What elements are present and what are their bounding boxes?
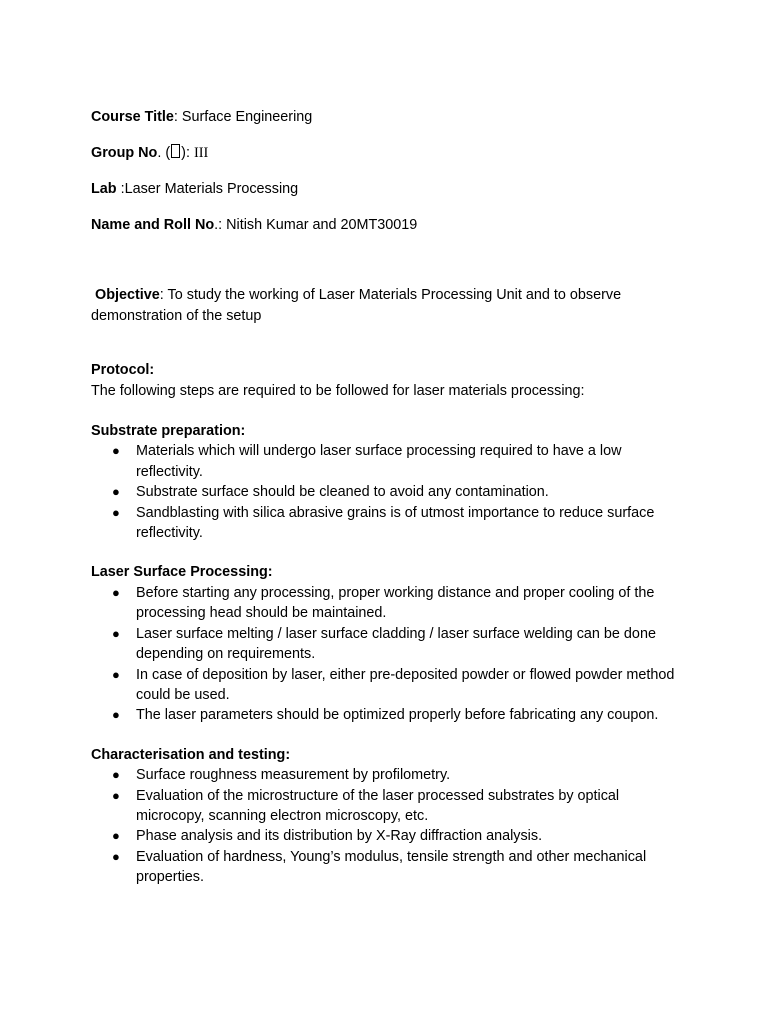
name-roll-value: Nitish Kumar and 20MT30019: [226, 217, 418, 233]
name-roll-line: [91, 215, 691, 235]
lab-value: Laser Materials Processing: [124, 181, 299, 197]
course-title-sep: :: [173, 109, 182, 125]
section-heading: Characterisation and testing:: [91, 746, 291, 763]
bullet-icon: ●: [112, 443, 120, 459]
list-item-text: Evaluation of hardness, Young’s modulus, tensile strength and other mechanical properties.: [136, 848, 647, 886]
name-roll-label: Name and Roll No: [91, 217, 215, 233]
lab-sep: :: [116, 181, 125, 197]
document-page: [91, 107, 691, 907]
course-title-line: [91, 107, 691, 127]
bullet-icon: ●: [112, 767, 120, 783]
section-heading: Substrate preparation:: [91, 423, 246, 440]
course-title-value: Surface Engineering: [181, 109, 313, 125]
list-item-text: The laser parameters should be optimized properly before fabricating any coupon.: [136, 707, 659, 724]
protocol-intro: The following steps are required to be followed for laser materials processing:: [91, 382, 585, 399]
bullet-icon: ●: [112, 625, 120, 641]
bullet-icon: ●: [112, 787, 120, 803]
group-number-line: [91, 143, 691, 163]
section-laser-surface-processing: [91, 562, 691, 725]
list-item-text: Sandblasting with silica abrasive grains is of utmost importance to reduce surface reflectivity.: [136, 504, 655, 542]
list-item: [91, 583, 691, 624]
list-item: [91, 847, 691, 888]
list-item-text: Laser surface melting / laser surface cladding / laser surface welding can be done depending on requirements.: [136, 625, 656, 663]
group-number-label: Group No: [91, 145, 158, 161]
list-item: [91, 765, 691, 785]
bullet-icon: ●: [112, 828, 120, 844]
missing-glyph-icon: [171, 144, 180, 158]
section-characterisation-testing: [91, 745, 691, 888]
list-item-text: Evaluation of the microstructure of the laser processed substrates by optical microcopy, scanning electron microscopy, etc.: [136, 787, 620, 824]
list-item: [91, 665, 691, 706]
group-number-value: III: [193, 145, 209, 161]
list-item: [91, 826, 691, 846]
name-roll-sep: .:: [214, 217, 227, 233]
objective-sep: :: [159, 287, 168, 304]
objective-text: To study the working of Laser Materials Processing Unit and to observe demonstration of the setup: [91, 287, 622, 324]
list-item: [91, 624, 691, 665]
list-item-text: In case of deposition by laser, either pre-deposited powder or flowed powder method could be used.: [136, 666, 675, 703]
bullet-icon: ●: [112, 666, 120, 682]
list-item-text: Materials which will undergo laser surface processing required to have a low reflectivity.: [136, 443, 622, 480]
group-number-sep2: ):: [181, 145, 194, 161]
spacer: [91, 235, 691, 285]
bullet-icon: ●: [112, 584, 120, 600]
protocol-heading: Protocol:: [91, 362, 155, 379]
list-item-text: Substrate surface should be cleaned to avoid any contamination.: [136, 484, 549, 501]
list-item: [91, 482, 691, 502]
bullet-list: [91, 765, 691, 887]
bullet-icon: ●: [112, 504, 120, 520]
bullet-list: [91, 583, 691, 726]
section-heading: Laser Surface Processing:: [91, 564, 273, 581]
list-item-text: Phase analysis and its distribution by X-Ray diffraction analysis.: [136, 828, 543, 845]
list-item-text: Surface roughness measurement by profilometry.: [136, 767, 451, 784]
section-substrate-preparation: [91, 421, 691, 543]
group-number-sep: . (: [157, 145, 171, 161]
objective-paragraph: [91, 285, 691, 326]
bullet-icon: ●: [112, 484, 120, 500]
course-title-label: Course Title: [91, 109, 174, 125]
bullet-list: [91, 441, 691, 543]
lab-line: [91, 179, 691, 199]
bullet-icon: ●: [112, 707, 120, 723]
bullet-icon: ●: [112, 848, 120, 864]
list-item: [91, 786, 691, 827]
list-item: [91, 503, 691, 544]
lab-label: Lab: [91, 181, 117, 197]
list-item: [91, 705, 691, 725]
list-item: [91, 441, 691, 482]
list-item-text: Before starting any processing, proper working distance and proper cooling of the processing head should be maintained.: [136, 584, 655, 622]
objective-label: Objective: [95, 287, 160, 304]
